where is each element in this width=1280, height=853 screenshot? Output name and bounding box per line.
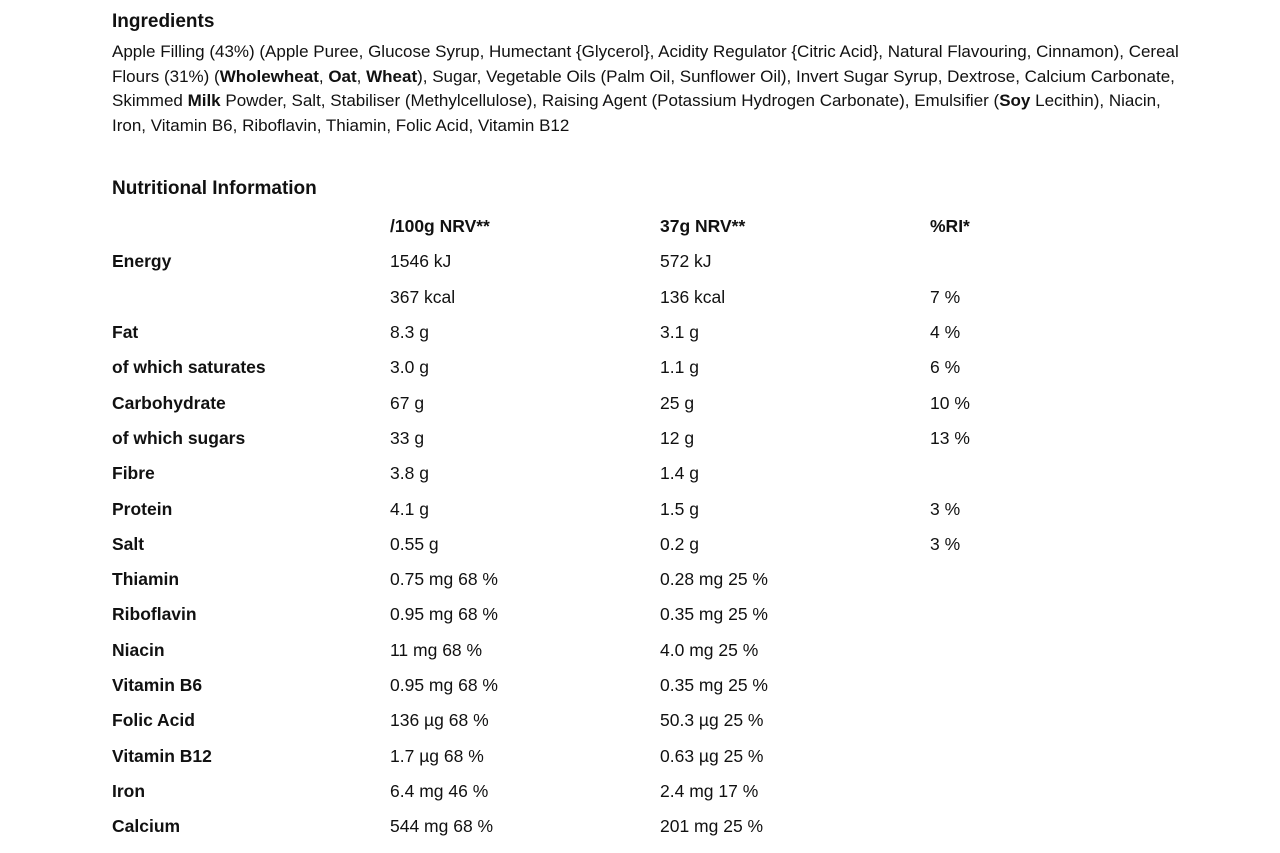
allergen-text: Milk xyxy=(187,91,221,110)
per-100g-value: 0.55 g xyxy=(390,533,439,554)
nutrition-row xyxy=(112,668,1050,703)
nutrition-row xyxy=(112,774,1050,809)
per-100g-value: 33 g xyxy=(390,427,425,448)
per-100g-value: 3.8 g xyxy=(390,463,429,484)
per-37g-value: 572 kJ xyxy=(660,251,712,272)
column-header-nutrient xyxy=(112,209,390,244)
nutrient-name: Fat xyxy=(112,322,139,343)
per-37g-value: 2.4 mg 17 % xyxy=(660,780,759,801)
per-37g-value: 50.3 µg 25 % xyxy=(660,710,764,731)
per-100g-value: 136 µg 68 % xyxy=(390,710,489,731)
per-100g-value: 11 mg 68 % xyxy=(390,639,483,660)
per-37g-value: 4.0 mg 25 % xyxy=(660,639,759,660)
nutrition-heading: Nutritional Information xyxy=(112,178,317,199)
nutrient-name: Energy xyxy=(112,251,172,272)
per-37g-value: 12 g xyxy=(660,427,695,448)
per-100g-value: 367 kcal xyxy=(390,286,456,307)
nutrient-name: Iron xyxy=(112,780,146,801)
per-37g-value: 25 g xyxy=(660,392,695,413)
nutrient-name: of which sugars xyxy=(112,427,246,448)
per-100g-value: 0.75 mg 68 % xyxy=(390,569,498,590)
per-37g-value: 201 mg 25 % xyxy=(660,816,764,837)
ri-value xyxy=(930,597,1050,632)
ri-value: 10 % xyxy=(930,392,970,413)
per-100g-value: 3.0 g xyxy=(390,357,429,378)
ri-value: 7 % xyxy=(930,286,961,307)
ri-value: 13 % xyxy=(930,427,970,448)
per-100g-value: 0.95 mg 68 % xyxy=(390,604,498,625)
allergen-text: Wheat xyxy=(366,66,418,86)
nutrient-name: Calcium xyxy=(112,816,181,837)
per-37g-value: 0.2 g xyxy=(660,533,699,554)
nutrition-row xyxy=(112,244,1050,279)
ri-value xyxy=(930,244,1050,279)
allergen-text: Wholewheat xyxy=(219,66,319,86)
nutrition-row xyxy=(112,456,1050,491)
per-37g-value: 0.35 mg 25 % xyxy=(660,604,768,625)
per-100g-value: 4.1 g xyxy=(390,498,429,519)
per-100g-value: 544 mg 68 % xyxy=(390,816,494,837)
nutrient-name: of which saturates xyxy=(112,357,266,378)
nutrition-row xyxy=(112,385,1050,420)
nutrient-name: Niacin xyxy=(112,639,165,660)
per-100g-value: 1.7 µg 68 % xyxy=(390,745,484,766)
per-100g-value: 6.4 mg 46 % xyxy=(390,780,489,801)
column-header-per-37g: 37g NRV** xyxy=(660,216,746,237)
ri-value xyxy=(930,456,1050,491)
allergen-text: Oat xyxy=(328,66,357,86)
nutrient-name: Folic Acid xyxy=(112,710,195,731)
per-100g-value: 8.3 g xyxy=(390,322,429,343)
nutrition-header-row xyxy=(112,209,1050,244)
ingredients-segment: , xyxy=(318,66,329,86)
ri-value: 6 % xyxy=(930,357,961,378)
per-37g-value: 1.4 g xyxy=(660,463,699,484)
nutrient-name: Riboflavin xyxy=(112,604,197,625)
nutrition-row xyxy=(112,527,1050,562)
per-100g-value: 1546 kJ xyxy=(390,251,452,272)
ingredients-text xyxy=(112,40,1182,138)
nutrient-name: Carbohydrate xyxy=(112,392,226,413)
nutrient-name: Thiamin xyxy=(112,569,180,590)
nutrition-row xyxy=(112,633,1050,668)
ingredients-segment: Lecithin), Niacin, Iron, Vitamin B6, Riboflavin, Thiamin, Folic Acid, Vitamin B12 xyxy=(112,91,1161,135)
per-37g-value: 136 kcal xyxy=(660,286,726,307)
nutrition-row xyxy=(112,491,1050,526)
per-37g-value: 1.1 g xyxy=(660,357,699,378)
nutrition-row xyxy=(112,421,1050,456)
ri-value: 4 % xyxy=(930,322,961,343)
ingredients-segment: , xyxy=(356,66,367,86)
nutrition-row xyxy=(112,597,1050,632)
nutrition-row xyxy=(112,562,1050,597)
ingredients-segment: ), Sugar, Vegetable Oils (Palm Oil, Sunflower Oil), Invert Sugar Syrup, Dextrose, Calcium Carbonate, Skimmed xyxy=(112,66,1175,110)
ingredients-segment: Powder, Salt, Stabiliser (Methylcellulose), Raising Agent (Potassium Hydrogen Carbonate), Emulsifier ( xyxy=(220,91,1000,110)
allergen-text: Soy xyxy=(999,91,1031,110)
ingredients-segment: Apple Filling (43%) (Apple Puree, Glucose Syrup, Humectant {Glycerol}, Acidity Regulator {Citric Acid}, Natural Flavouring, Cinnamon), Cereal Flours (31%) ( xyxy=(112,42,1179,86)
nutrient-name: Salt xyxy=(112,533,145,554)
ri-value xyxy=(930,809,1050,844)
ri-value: 3 % xyxy=(930,498,961,519)
ri-value xyxy=(930,738,1050,773)
column-header-ri: %RI* xyxy=(930,216,970,237)
per-37g-value: 0.28 mg 25 % xyxy=(660,569,768,590)
nutrient-name: Vitamin B12 xyxy=(112,745,212,766)
per-37g-value: 1.5 g xyxy=(660,498,699,519)
nutrition-table xyxy=(112,209,1050,844)
nutrient-name: Vitamin B6 xyxy=(112,675,203,695)
per-37g-value: 0.63 µg 25 % xyxy=(660,745,764,766)
nutrition-row xyxy=(112,703,1050,738)
per-100g-value: 67 g xyxy=(390,392,425,413)
ri-value xyxy=(930,703,1050,738)
column-header-per-100g: /100g NRV** xyxy=(390,216,490,237)
ri-value xyxy=(930,562,1050,597)
nutrition-row xyxy=(112,809,1050,844)
nutrition-row xyxy=(112,738,1050,773)
nutrient-name: Protein xyxy=(112,498,173,519)
per-37g-value: 3.1 g xyxy=(660,322,699,343)
nutrition-row xyxy=(112,350,1050,385)
nutrient-name: Fibre xyxy=(112,463,155,484)
nutrient-name xyxy=(112,280,390,315)
ri-value xyxy=(930,633,1050,668)
ri-value: 3 % xyxy=(930,533,961,554)
ri-value xyxy=(930,774,1050,809)
nutrition-row xyxy=(112,280,1050,315)
ri-value xyxy=(930,668,1050,703)
per-37g-value: 0.35 mg 25 % xyxy=(660,675,768,695)
nutrition-row xyxy=(112,315,1050,350)
per-100g-value: 0.95 mg 68 % xyxy=(390,675,498,695)
ingredients-heading: Ingredients xyxy=(112,11,215,32)
nutrition-rows xyxy=(112,244,1050,844)
